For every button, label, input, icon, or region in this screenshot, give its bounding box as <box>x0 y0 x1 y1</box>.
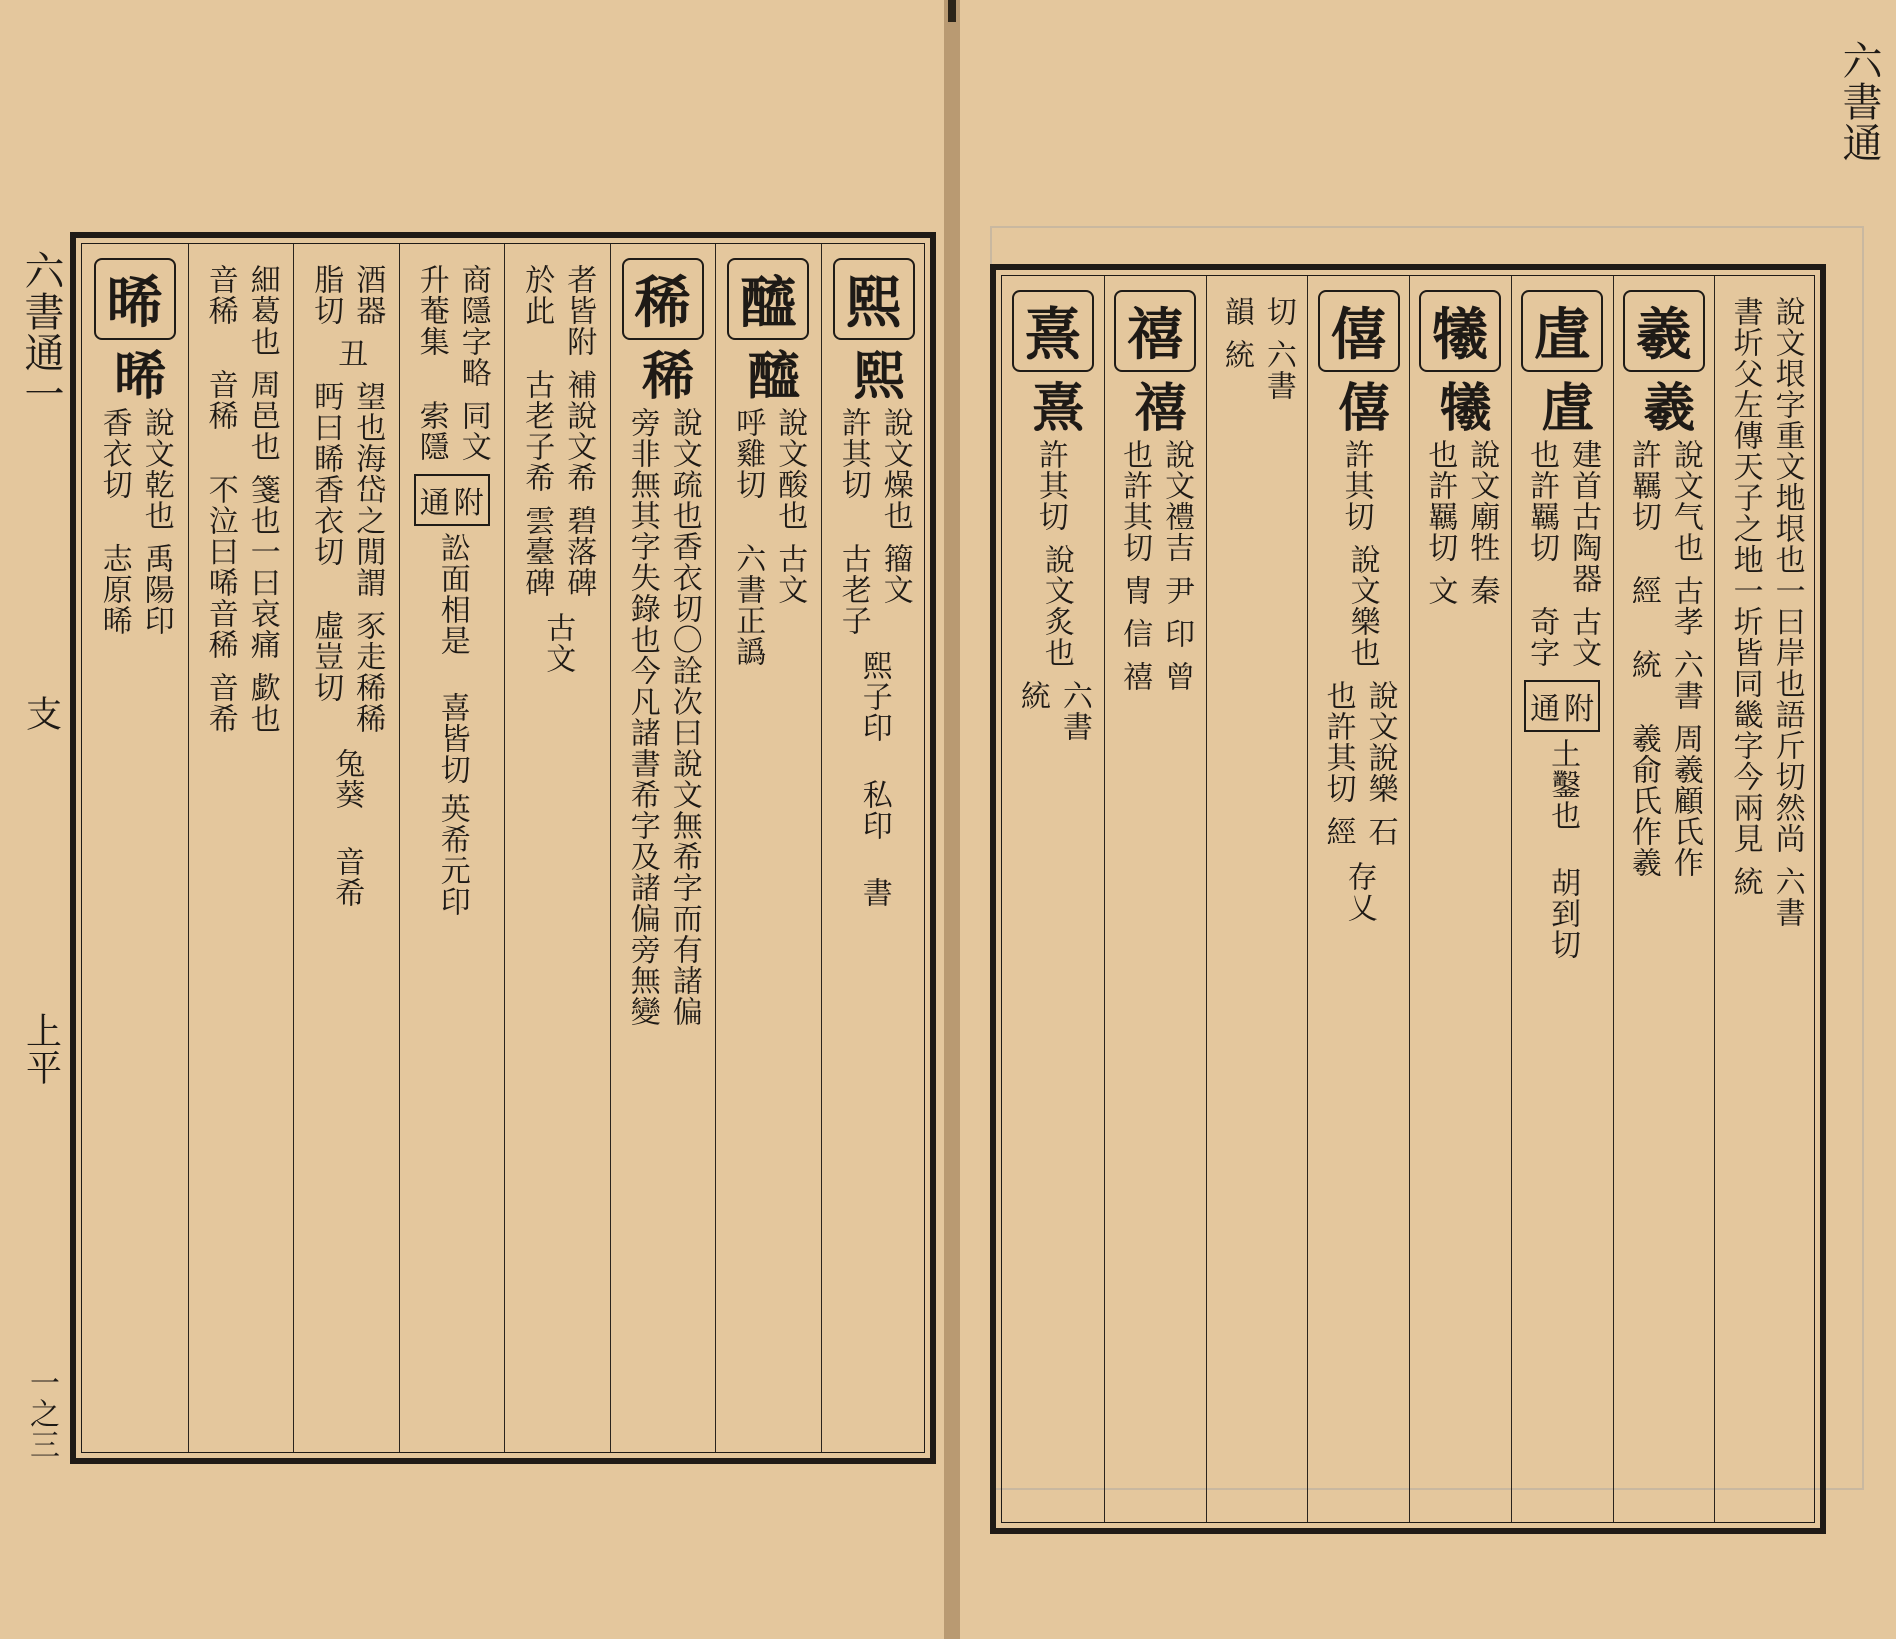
annotation-right: 六書 <box>1260 339 1296 401</box>
column-content <box>1512 290 1613 960</box>
annotation-right: 周邑也 <box>244 369 280 462</box>
left-column-grid <box>81 243 925 1453</box>
headword-box: 晞 <box>94 258 176 340</box>
annotation-pair <box>325 338 367 369</box>
text-column <box>821 244 927 1452</box>
column-tail-note: 古文 <box>540 612 576 674</box>
annotation-left: 脂切 <box>308 264 344 326</box>
headword-box: 犧 <box>1419 290 1501 372</box>
annotation-right: 說文炙也 <box>1038 544 1074 668</box>
column-content <box>716 258 821 673</box>
annotation-right: 說文燥也 <box>877 407 913 531</box>
annotation-left: 志原晞 <box>96 543 132 636</box>
annotation-right: 建首古陶器 <box>1566 439 1602 594</box>
headword-box: 禧 <box>1114 290 1196 372</box>
common-label: 通 <box>419 486 450 521</box>
annotation-pair <box>96 407 174 531</box>
annotation-right: 酒器 <box>350 264 386 326</box>
annotation-pair <box>518 369 596 493</box>
annotation-right: 豕走稀稀 <box>350 610 386 734</box>
annotation-left: 古老子希 <box>519 369 555 493</box>
annotation-left: 音希 <box>202 672 238 734</box>
annotation-left: 於此 <box>519 264 555 326</box>
seal-script-form: 熙 <box>843 348 905 401</box>
annotation-right: 說文垠字重文地垠也一曰岸也語斤切然尚 <box>1769 296 1805 854</box>
annotation-right: 說文酸也 <box>772 407 808 531</box>
column-tail-note: 存乂 <box>1341 861 1377 923</box>
annotation-pair <box>1320 680 1398 804</box>
annotation-left: 經 <box>1320 816 1356 847</box>
annotation-pair <box>1032 544 1074 668</box>
annotation-pair <box>518 264 596 357</box>
annotation-left: 統 <box>1625 649 1661 680</box>
annotation-pair <box>1727 296 1805 854</box>
annotation-pair <box>835 543 913 636</box>
annotation-left: 索隱 <box>413 400 449 462</box>
annotation-pair <box>1218 296 1296 327</box>
annotation-pair <box>1625 649 1703 711</box>
column-tail-note: 熙子印 私印 書 <box>856 650 892 908</box>
column-content <box>505 258 610 674</box>
annotation-right: 者皆附 <box>561 264 597 357</box>
seal-script-form: 禧 <box>1125 380 1187 433</box>
column-tail-note: 兔葵 音希 <box>329 748 365 908</box>
annotation-left: 也許其切 <box>1117 439 1153 563</box>
annotation-pair <box>202 672 280 734</box>
annotation-pair <box>1727 866 1805 928</box>
column-tail-note: 英希元印 <box>434 793 470 917</box>
seal-script-form: 虘 <box>1532 380 1594 433</box>
annotation-pair <box>835 407 913 531</box>
text-column <box>1511 276 1613 1522</box>
annotation-right: 商隱字略 <box>455 264 491 388</box>
annotation-pair <box>307 381 385 598</box>
annotation-right: 說文疏也香衣切〇詮次曰說文無希字而有諸偏 <box>666 407 702 1027</box>
column-content <box>400 258 505 917</box>
annotation-left: 許羈切 <box>1625 439 1661 532</box>
text-column <box>1307 276 1409 1522</box>
text-column <box>715 244 821 1452</box>
annotation-left: 六書正譌 <box>730 543 766 667</box>
attach-label: 附 <box>1564 692 1595 727</box>
annotation-pair <box>1338 544 1380 668</box>
annotation-left: 古老子 <box>835 543 871 636</box>
headword-box: 虘 <box>1521 290 1603 372</box>
annotation-pair <box>1338 439 1380 532</box>
text-column <box>1002 276 1104 1522</box>
annotation-pair <box>1421 575 1499 606</box>
annotation-left: 也許其切 <box>1320 680 1356 804</box>
annotation-right: 印 <box>1159 618 1195 649</box>
column-content <box>1002 290 1104 748</box>
left-margin-column <box>14 250 68 1460</box>
attached-note: 土鑿也 胡到切 <box>1545 738 1581 960</box>
text-column <box>1206 276 1308 1522</box>
text-column <box>399 244 505 1452</box>
headword-box: 熹 <box>1012 290 1094 372</box>
annotation-left: 虛豈切 <box>308 610 344 703</box>
annotation-right: 古文 <box>1566 606 1602 668</box>
column-content <box>1207 290 1308 407</box>
annotation-left: 音稀 <box>202 369 238 431</box>
annotation-pair <box>1320 816 1398 847</box>
left-text-frame <box>70 232 936 1464</box>
headword-box: 稀 <box>622 258 704 340</box>
annotation-left: 韻 <box>1218 296 1254 327</box>
text-column <box>1409 276 1511 1522</box>
annotation-pair <box>1014 680 1092 742</box>
annotation-pair <box>1116 439 1194 563</box>
seal-script-form: 羲 <box>1633 380 1695 433</box>
annotation-left: 信 <box>1117 618 1153 649</box>
annotation-left: 呼雞切 <box>730 407 766 500</box>
rhyme-label: 支 <box>20 694 62 732</box>
headword-box: 熙 <box>833 258 915 340</box>
text-column <box>1104 276 1206 1522</box>
annotation-pair <box>1218 339 1296 401</box>
seal-script-form: 僖 <box>1328 380 1390 433</box>
text-column <box>82 244 188 1452</box>
annotation-right: 丑 <box>332 338 368 369</box>
annotation-pair <box>1625 575 1703 637</box>
column-content <box>1715 290 1816 934</box>
annotation-left: 旁非無其字失錄也今凡諸書希字及諸偏旁無變 <box>624 407 660 1027</box>
annotation-pair <box>1625 439 1703 563</box>
annotation-left: 香衣切 <box>96 407 132 500</box>
headword-box: 僖 <box>1318 290 1400 372</box>
annotation-right: 碧落碑 <box>561 505 597 598</box>
annotation-right: 古文 <box>772 543 808 605</box>
annotation-right: 細葛也 <box>244 264 280 357</box>
annotation-right: 說文乾也 <box>138 407 174 531</box>
annotation-pair <box>1116 661 1194 692</box>
annotation-right: 曾 <box>1159 661 1195 692</box>
annotation-pair <box>1116 618 1194 649</box>
right-text-frame <box>990 264 1826 1534</box>
annotation-left: 不泣曰唏音稀 <box>202 474 238 660</box>
right-margin-column <box>1832 40 1886 440</box>
seal-script-form: 犧 <box>1430 380 1492 433</box>
annotation-pair <box>413 400 491 462</box>
annotation-right: 說文廟牲 <box>1464 439 1500 563</box>
annotation-pair <box>1421 439 1499 563</box>
annotation-right: 六書 <box>1056 680 1092 742</box>
book-binding <box>944 0 960 1639</box>
annotation-pair <box>1523 606 1601 668</box>
common-label: 通 <box>1530 692 1561 727</box>
annotation-right: 補說文希 <box>561 369 597 493</box>
annotation-right: 周羲顧氏作 <box>1667 723 1703 878</box>
annotation-left: 書圻父左傳天子之地一圻皆同畿字今兩見 <box>1727 296 1763 854</box>
annotation-pair <box>729 543 807 667</box>
annotation-left: 音稀 <box>202 264 238 326</box>
column-content <box>82 258 188 642</box>
annotation-right: 禹陽印 <box>138 543 174 636</box>
annotation-left: 禧 <box>1117 661 1153 692</box>
annotation-left: 許其切 <box>1338 439 1374 532</box>
annotation-pair <box>624 407 702 1027</box>
annotation-left: 也許羈切 <box>1422 439 1458 563</box>
annotation-left: 升菴集 <box>413 264 449 357</box>
book-title-right: 六書通 <box>1836 40 1882 163</box>
text-column <box>610 244 716 1452</box>
annotation-left: 雲臺碑 <box>519 505 555 598</box>
headword-box: 醯 <box>727 258 809 340</box>
annotation-pair <box>518 505 596 598</box>
annotation-pair <box>413 264 491 388</box>
annotation-left: 羲俞氏作羲 <box>1625 723 1661 878</box>
annotation-pair <box>202 264 280 357</box>
annotation-pair <box>1523 439 1601 594</box>
annotation-pair <box>1116 575 1194 606</box>
annotation-pair <box>1032 439 1074 532</box>
text-column <box>504 244 610 1452</box>
right-column-grid <box>1001 275 1815 1523</box>
column-content <box>1614 290 1715 884</box>
annotation-pair <box>307 610 385 734</box>
seal-script-form: 稀 <box>632 348 694 401</box>
annotation-left: 許其切 <box>835 407 871 500</box>
annotation-right: 石 <box>1362 816 1398 847</box>
text-column <box>188 244 294 1452</box>
seal-script-form: 醯 <box>738 348 800 401</box>
text-column <box>1613 276 1715 1522</box>
annotation-right: 同文 <box>455 400 491 462</box>
annotation-right: 望也海岱之閒謂 <box>350 381 386 598</box>
annotation-left: 也許羈切 <box>1524 439 1560 563</box>
annotation-right: 說文禮吉 <box>1159 439 1195 563</box>
attached-variants-box <box>414 474 490 526</box>
annotation-right: 歔也 <box>244 672 280 734</box>
attached-note: 訟面相是 喜皆切 <box>434 532 470 785</box>
annotation-pair <box>202 474 280 660</box>
annotation-right: 秦 <box>1464 575 1500 606</box>
column-content <box>294 258 399 908</box>
annotation-right: 古孝 <box>1667 575 1703 637</box>
annotation-right: 箋也一曰哀痛 <box>244 474 280 660</box>
annotation-pair <box>202 369 280 462</box>
annotation-pair <box>96 543 174 636</box>
tone-label: 上平 <box>20 1012 62 1087</box>
annotation-left: 奇字 <box>1524 606 1560 668</box>
headword-box: 羲 <box>1623 290 1705 372</box>
annotation-right: 尹 <box>1159 575 1195 606</box>
annotation-left: 眄曰睎香衣切 <box>308 381 344 567</box>
annotation-right: 說文樂也 <box>1344 544 1380 668</box>
annotation-left: 統 <box>1014 680 1050 711</box>
column-content <box>1410 290 1511 612</box>
seal-script-form: 熹 <box>1022 380 1084 433</box>
annotation-right: 切 <box>1260 296 1296 327</box>
column-content <box>611 258 716 1033</box>
annotation-right: 籀文 <box>877 543 913 605</box>
annotation-left: 統 <box>1218 339 1254 370</box>
annotation-pair <box>1625 723 1703 878</box>
book-title: 六書通一 <box>18 250 64 414</box>
folio-number: 一之三 <box>24 1366 59 1460</box>
binding-cord <box>948 0 956 22</box>
annotation-pair <box>729 407 807 531</box>
attached-variants-box <box>1524 680 1600 732</box>
annotation-right: 六書 <box>1667 649 1703 711</box>
column-content <box>189 258 294 740</box>
annotation-pair <box>307 264 385 326</box>
annotation-left: 冑 <box>1117 575 1153 606</box>
annotation-left: 統 <box>1727 866 1763 897</box>
text-column <box>293 244 399 1452</box>
column-content <box>1105 290 1206 698</box>
annotation-left: 文 <box>1422 575 1458 606</box>
annotation-left: 經 <box>1625 575 1661 606</box>
annotation-left: 許其切 <box>1032 439 1068 532</box>
column-content <box>822 258 927 908</box>
seal-script-form: 晞 <box>104 348 166 401</box>
text-column <box>1714 276 1816 1522</box>
column-content <box>1308 290 1409 923</box>
annotation-right: 說文說樂 <box>1362 680 1398 804</box>
attach-label: 附 <box>453 486 484 521</box>
annotation-right: 六書 <box>1769 866 1805 928</box>
annotation-right: 說文气也 <box>1667 439 1703 563</box>
